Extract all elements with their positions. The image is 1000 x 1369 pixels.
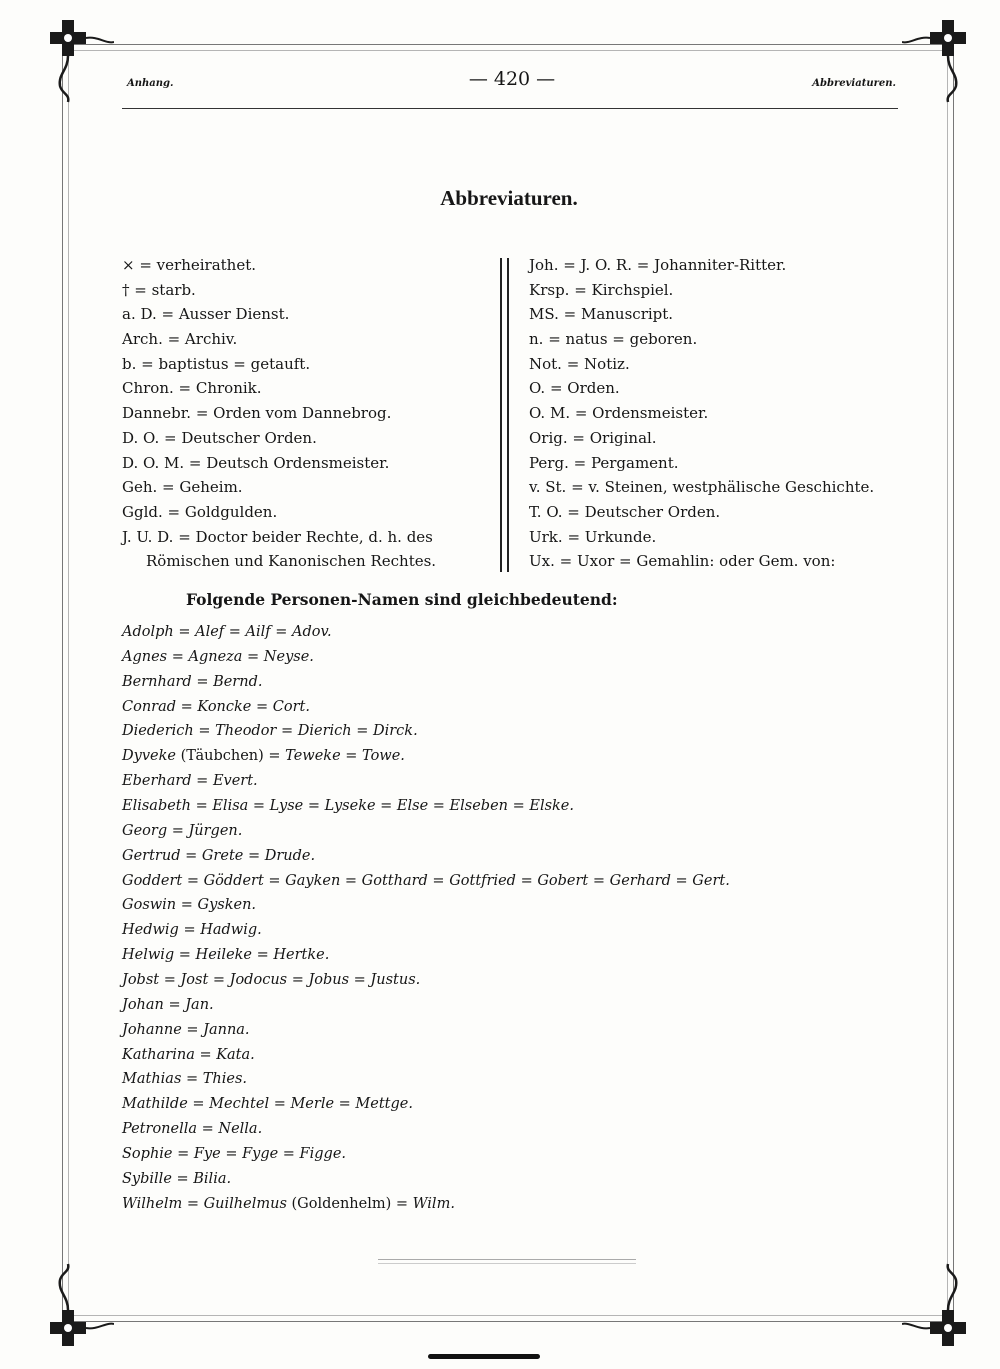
name-equivalence: Bernhard = Bernd. (122, 673, 263, 690)
name-equivalence: Sybille = Bilia. (122, 1170, 232, 1187)
ornament-corner-icon (18, 1262, 114, 1358)
abbreviations-left-column (122, 253, 494, 574)
abbreviation-entry: Perg. = Pergament. (529, 453, 679, 472)
abbreviations-right-column (529, 253, 909, 574)
column-divider (500, 258, 509, 572)
footer-rule (378, 1263, 636, 1264)
name-equivalence: Goswin = Gysken. (122, 897, 257, 914)
ornament-corner-icon (902, 1262, 998, 1358)
abbreviation-entry: Chron. = Chronik. (122, 379, 262, 398)
abbreviation-entry: n. = natus = geboren. (529, 330, 698, 349)
name-equivalence: Gertrud = Grete = Drude. (122, 847, 316, 864)
abbreviation-entry: Ggld. = Goldgulden. (122, 502, 278, 521)
name-equivalence: Mathilde = Mechtel = Merle = Mettge. (122, 1096, 413, 1113)
abbreviation-entry: v. St. = v. Steinen, westphälische Geschichte. (529, 478, 875, 497)
ornament-corner-icon (902, 8, 998, 104)
abbreviation-entry: b. = baptistus = getauft. (122, 354, 311, 373)
name-equivalence: Dyveke (Täubchen) = Teweke = Towe. (122, 748, 405, 765)
page-number: — 420 — (468, 68, 556, 90)
abbreviation-entry: Krsp. = Kirchspiel. (529, 280, 674, 299)
name-equivalence: Goddert = Göddert = Gayken = Gotthard = Gottfried = Gobert = Gerhard = Gert. (122, 872, 730, 889)
running-head-right: Abbreviaturen. (812, 78, 896, 89)
abbreviation-entry: J. U. D. = Doctor beider Rechte, d. h. des (122, 527, 433, 546)
name-equivalence: Katharina = Kata. (122, 1046, 255, 1063)
abbreviation-entry: × = verheirathet. (122, 256, 257, 274)
name-equivalence: Mathias = Thies. (122, 1071, 248, 1088)
abbreviation-entry: † = starb. (122, 280, 196, 299)
page-title: Abbreviaturen. (440, 186, 578, 210)
abbreviation-entry: Urk. = Urkunde. (529, 527, 657, 546)
abbreviation-entry: T. O. = Deutscher Orden. (529, 502, 721, 521)
abbreviation-entry: O. M. = Ordensmeister. (529, 404, 709, 423)
name-equivalence: Petronella = Nella. (122, 1121, 263, 1138)
names-list (122, 620, 730, 1217)
page-edge-mark (428, 1354, 540, 1359)
abbreviation-entry: Dannebr. = Orden vom Dannebrog. (122, 404, 392, 423)
abbreviation-entry: D. O. M. = Deutsch Ordensmeister. (122, 453, 390, 472)
abbreviation-entry: O. = Orden. (529, 379, 620, 398)
abbreviation-entry: a. D. = Ausser Dienst. (122, 305, 290, 324)
name-equivalence: Diederich = Theodor = Dierich = Dirck. (122, 723, 418, 740)
header-rule (122, 108, 898, 109)
abbreviation-entry: Orig. = Original. (529, 428, 657, 447)
name-equivalence: Helwig = Heileke = Hertke. (122, 947, 330, 964)
name-equivalence: Eberhard = Evert. (122, 773, 258, 790)
abbreviation-entry-continuation: Römischen und Kanonischen Rechtes. (146, 552, 437, 571)
names-section-heading: Folgende Personen-Namen sind gleichbedeutend: (186, 590, 618, 609)
name-equivalence: Agnes = Agneza = Neyse. (122, 648, 314, 665)
name-equivalence: Hedwig = Hadwig. (122, 922, 262, 939)
name-equivalence: Johanne = Janna. (122, 1021, 250, 1038)
name-equivalence: Conrad = Koncke = Cort. (122, 698, 310, 715)
name-equivalence: Adolph = Alef = Ailf = Adov. (122, 624, 332, 640)
name-equivalence: Jobst = Jost = Jodocus = Jobus = Justus. (122, 972, 421, 989)
abbreviation-entry: Geh. = Geheim. (122, 478, 243, 497)
running-head-left: Anhang. (127, 78, 174, 89)
abbreviation-entry: MS. = Manuscript. (529, 305, 674, 324)
abbreviation-entry: Not. = Notiz. (529, 354, 630, 373)
footer-rule (378, 1259, 636, 1260)
name-equivalence: Wilhelm = Guilhelmus (Goldenhelm) = Wilm. (122, 1195, 455, 1212)
name-equivalence: Elisabeth = Elisa = Lyse = Lyseke = Else = Elseben = Elske. (122, 798, 574, 815)
abbreviation-entry: Ux. = Uxor = Gemahlin: oder Gem. von: (529, 552, 836, 571)
abbreviation-entry: D. O. = Deutscher Orden. (122, 428, 317, 447)
abbreviation-entry: Joh. = J. O. R. = Johanniter-Ritter. (529, 256, 787, 274)
name-equivalence: Georg = Jürgen. (122, 822, 243, 839)
ornament-corner-icon (18, 8, 114, 104)
name-equivalence: Johan = Jan. (122, 996, 214, 1013)
abbreviation-entry: Arch. = Archiv. (122, 330, 238, 349)
name-equivalence: Sophie = Fye = Fyge = Figge. (122, 1146, 347, 1163)
